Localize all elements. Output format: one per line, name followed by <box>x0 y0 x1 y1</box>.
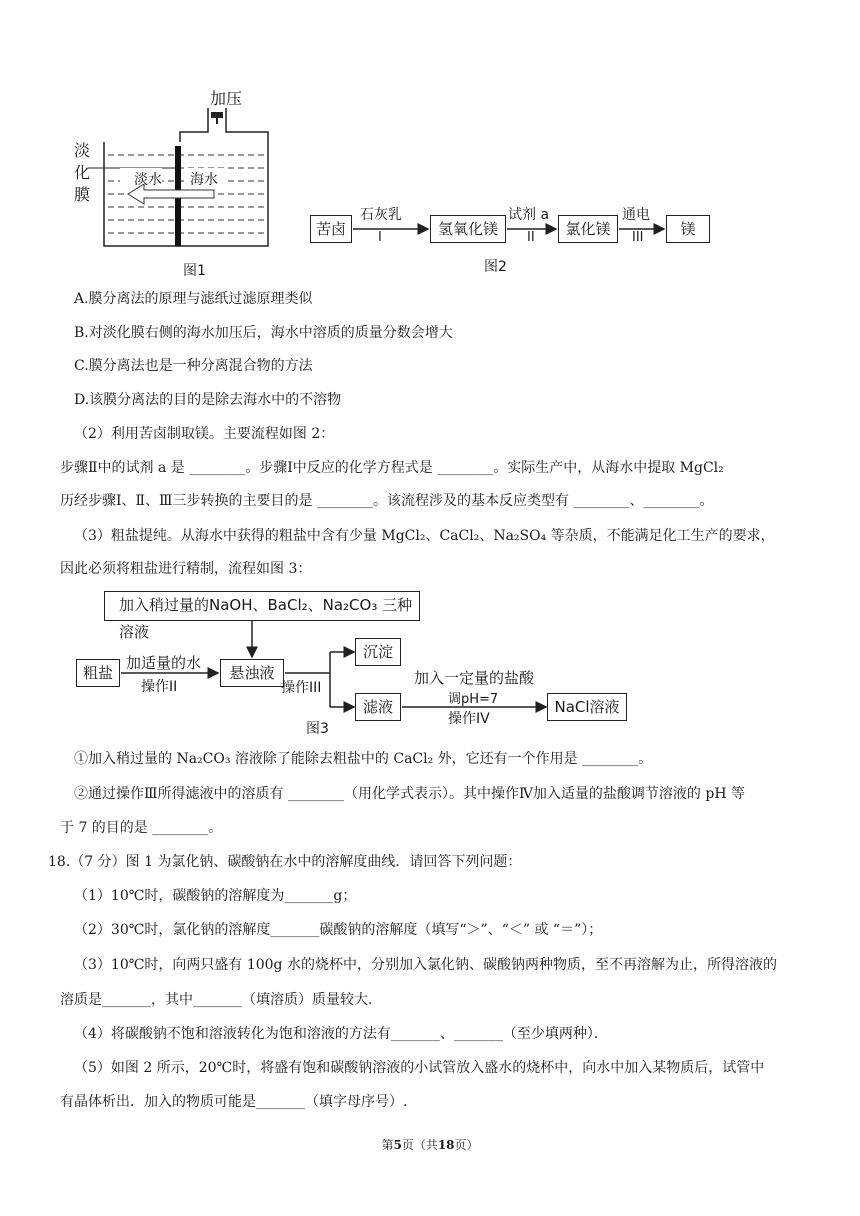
fig3-arrow1-bottom: 操作II <box>141 679 178 695</box>
q18-part3a: （3）10℃时，向两只盛有 100g 水的烧杯中，分别加入氯化钠、碳酸钠两种物质，至不再溶解为止，所得溶液的 <box>74 957 777 973</box>
footer-pre: 第 <box>381 1138 394 1152</box>
fig3-crude-salt-box: 粗盐 <box>76 659 120 687</box>
option-d: D.该膜分离法的目的是除去海水中的不溶物 <box>74 392 342 408</box>
fig2-arrow-2-bottom: II <box>527 230 535 245</box>
fig3-precipitate-box: 沉淀 <box>355 638 401 666</box>
figure-1-caption: 图1 <box>183 263 206 279</box>
fig2-box-mg-chloride: 氯化镁 <box>558 215 618 243</box>
footer-post: 页） <box>454 1138 479 1152</box>
fig2-box-bittern: 苦卤 <box>310 215 352 243</box>
fig2-box-mg-hydroxide: 氢氧化镁 <box>430 215 506 243</box>
part2-line1: 步骤Ⅱ中的试剂 a 是 ________。步骤Ⅰ中反应的化学方程式是 ________。实际生产中，从海水中提取 MgCl₂ <box>60 460 724 476</box>
fig3-reagent-box: 加入稍过量的NaOH、BaCl₂、Na₂CO₃ 三种溶液 <box>104 591 420 621</box>
q18-part2: （2）30℃时，氯化钠的溶解度_______碳酸钠的溶解度（填写“＞”、“＜” 或 “＝”）； <box>74 922 603 938</box>
fig2-arrow-1-top: 石灰乳 <box>360 207 402 223</box>
page-footer <box>0 1136 860 1153</box>
fig2-arrow-2-top: 试剂 a <box>508 207 550 223</box>
question-circle-2a: ②通过操作Ⅲ所得滤液中的溶质有 ________（用化学式表示）。其中操作Ⅳ加入适量的盐酸调节溶液的 pH 等 <box>74 786 746 802</box>
fig3-filtrate-box: 滤液 <box>355 693 401 721</box>
figure-2-caption: 图2 <box>484 259 507 275</box>
fig2-arrow-3-top: 通电 <box>622 207 650 223</box>
fig2-arrow-3-bottom: III <box>632 230 644 245</box>
membrane-label-2: 化 <box>74 163 91 182</box>
fig3-nacl-solution-box: NaCl溶液 <box>547 693 627 721</box>
question-circle-2b: 于 7 的目的是 ________。 <box>60 820 223 836</box>
fig2-box-magnesium: 镁 <box>666 215 710 243</box>
q18-part4: （4）将碳酸钠不饱和溶液转化为饱和溶液的方法有_______、_______（至少填两种）． <box>74 1026 608 1042</box>
q18-part1: （1）10℃时，碳酸钠的溶解度为_______g； <box>74 888 357 904</box>
pressure-label: 加压 <box>210 89 243 108</box>
part3-line1: （3）粗盐提纯。从海水中获得的粗盐中含有少量 MgCl₂、CaCl₂、Na₂SO₄ 等杂质，不能满足化工生产的要求， <box>74 528 775 544</box>
footer-mid: 页（共 <box>401 1138 438 1152</box>
membrane-label-3: 膜 <box>74 185 91 204</box>
q18-heading: 18.（7 分）图 1 为氯化钠、碳酸钠在水中的溶解度曲线．请回答下列问题： <box>48 854 522 870</box>
fig3-arrow2-mid: 调pH=7 <box>448 692 499 707</box>
part2-intro: （2）利用苦卤制取镁。主要流程如图 2： <box>74 426 335 442</box>
footer-total-pages: 18 <box>437 1138 455 1152</box>
q18-part3b: 溶质是_______，其中_______（填溶质）质量较大． <box>60 992 382 1008</box>
option-a: A.膜分离法的原理与滤纸过滤原理类似 <box>74 291 313 307</box>
piston <box>211 112 223 118</box>
fig3-arrow2-top: 加入一定量的盐酸 <box>414 669 535 687</box>
option-b: B.对淡化膜右侧的海水加压后，海水中溶质的质量分数会增大 <box>74 325 453 341</box>
q18-part5a: （5）如图 2 所示，20℃时，将盛有饱和碳酸钠溶液的小试管放入盛水的烧杯中，向水中加入某物质后，试管中 <box>74 1060 765 1076</box>
footer-page-number: 5 <box>393 1138 402 1152</box>
figure-3-caption: 图3 <box>306 721 329 737</box>
membrane-label-1: 淡 <box>74 141 91 160</box>
fig3-arrow2-bottom: 操作IV <box>448 711 490 727</box>
fresh-water-label: 淡水 <box>134 172 162 188</box>
figure-1-membrane-diagram <box>60 80 300 280</box>
question-circle-1: ①加入稍过量的 Na₂CO₃ 溶液除了能除去粗盐中的 CaCl₂ 外，它还有一个作用是 ________。 <box>74 751 653 767</box>
pressure-neck <box>180 108 268 142</box>
fig2-arrow-1-bottom: I <box>378 230 382 245</box>
part2-line2: 历经步骤Ⅰ、Ⅱ、Ⅲ三步转换的主要目的是 ________。该流程涉及的基本反应类型有 ________、________。 <box>60 493 714 509</box>
option-c: C.膜分离法也是一种分离混合物的方法 <box>74 358 313 374</box>
fig3-arrow1-top: 加适量的水 <box>126 654 202 672</box>
fig3-op3-label: 操作III <box>281 680 322 696</box>
part3-line2: 因此必须将粗盐进行精制，流程如图 3： <box>60 561 312 577</box>
fig3-suspension-box: 悬浊液 <box>220 659 284 687</box>
sea-water-label: 海水 <box>190 172 218 188</box>
q18-part5b: 有晶体析出．加入的物质可能是_______（填字母序号）. <box>60 1094 408 1110</box>
